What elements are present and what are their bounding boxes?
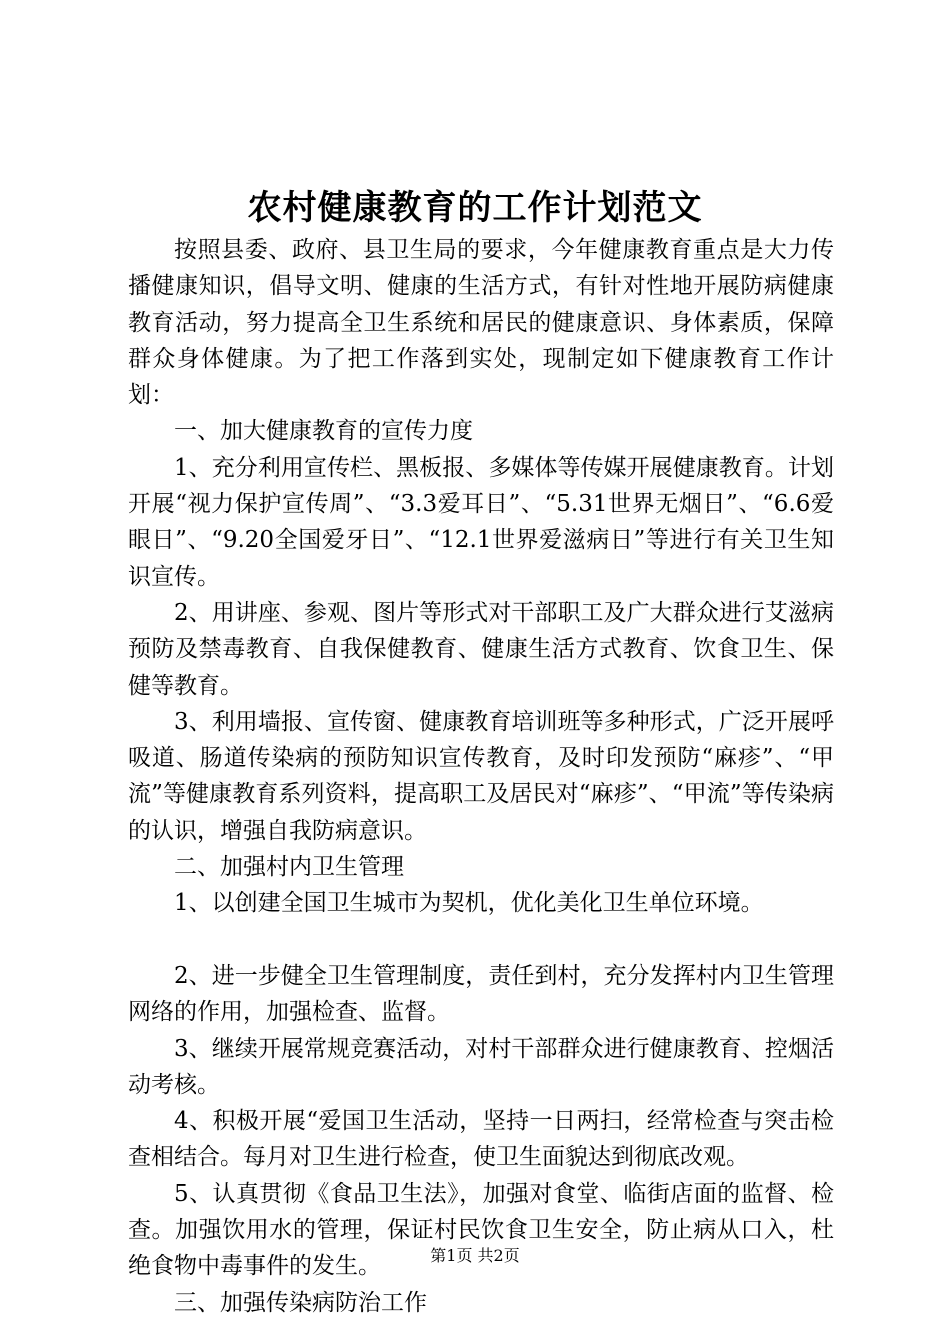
blank-line bbox=[128, 922, 834, 958]
paragraph-2-5: 5、认真贯彻《食品卫生法》，加强对食堂、临街店面的监督、检查。加强饮用水的管理，保证村民饮食卫生安全，防止病从口入，杜绝食物中毒事件的发生。 bbox=[128, 1180, 834, 1280]
section-heading-3: 三、加强传染病防治工作 bbox=[174, 1289, 427, 1316]
paragraph-2-4: 4、积极开展“爱国卫生活动，坚持一日两扫，经常检查与突击检查相结合。每月对卫生进行检查，使卫生面貌达到彻底改观。 bbox=[128, 1108, 834, 1171]
document-body bbox=[128, 232, 834, 1321]
document-title: 农村健康教育的工作计划范文 bbox=[247, 188, 703, 228]
paragraph-2-3: 3、继续开展常规竞赛活动，对村干部群众进行健康教育、控烟活动考核。 bbox=[128, 1035, 834, 1098]
paragraph-1-3: 3、利用墙报、宣传窗、健康教育培训班等多种形式，广泛开展呼吸道、肠道传染病的预防知识宣传教育，及时印发预防“麻疹”、“甲流”等健康教育系列资料，提高职工及居民对“麻疹”、“甲流”等传染病的认识，增强自我防病意识。 bbox=[128, 708, 834, 844]
paragraph-1-1: 1、充分利用宣传栏、黑板报、多媒体等传媒开展健康教育。计划开展“视力保护宣传周”、“3.3爱耳日”、“5.31世界无烟日”、“6.6爱眼日”、“9.20全国爱牙日”、“12.1世界爱滋病日”等进行有关卫生知识宣传。 bbox=[128, 454, 834, 590]
section-heading-1: 一、加大健康教育的宣传力度 bbox=[174, 418, 473, 445]
paragraph-2-1: 1、以创建全国卫生城市为契机，优化美化卫生单位环境。 bbox=[174, 890, 764, 917]
paragraph-2-2: 2、进一步健全卫生管理制度，责任到村，充分发挥村内卫生管理网络的作用，加强检查、监督。 bbox=[128, 962, 834, 1026]
paragraph-1-2: 2、用讲座、参观、图片等形式对干部职工及广大群众进行艾滋病预防及禁毒教育、自我保健教育、健康生活方式教育、饮食卫生、保健等教育。 bbox=[128, 599, 834, 699]
page-footer: 第1页 共2页 bbox=[430, 1246, 520, 1265]
paragraph-intro: 按照县委、政府、县卫生局的要求，今年健康教育重点是大力传播健康知识，倡导文明、健康的生活方式，有针对性地开展防病健康教育活动，努力提高全卫生系统和居民的健康意识、身体素质，保障群众身体健康。为了把工作落到实处，现制定如下健康教育工作计划： bbox=[128, 237, 834, 409]
section-heading-2: 二、加强村内卫生管理 bbox=[174, 854, 404, 881]
